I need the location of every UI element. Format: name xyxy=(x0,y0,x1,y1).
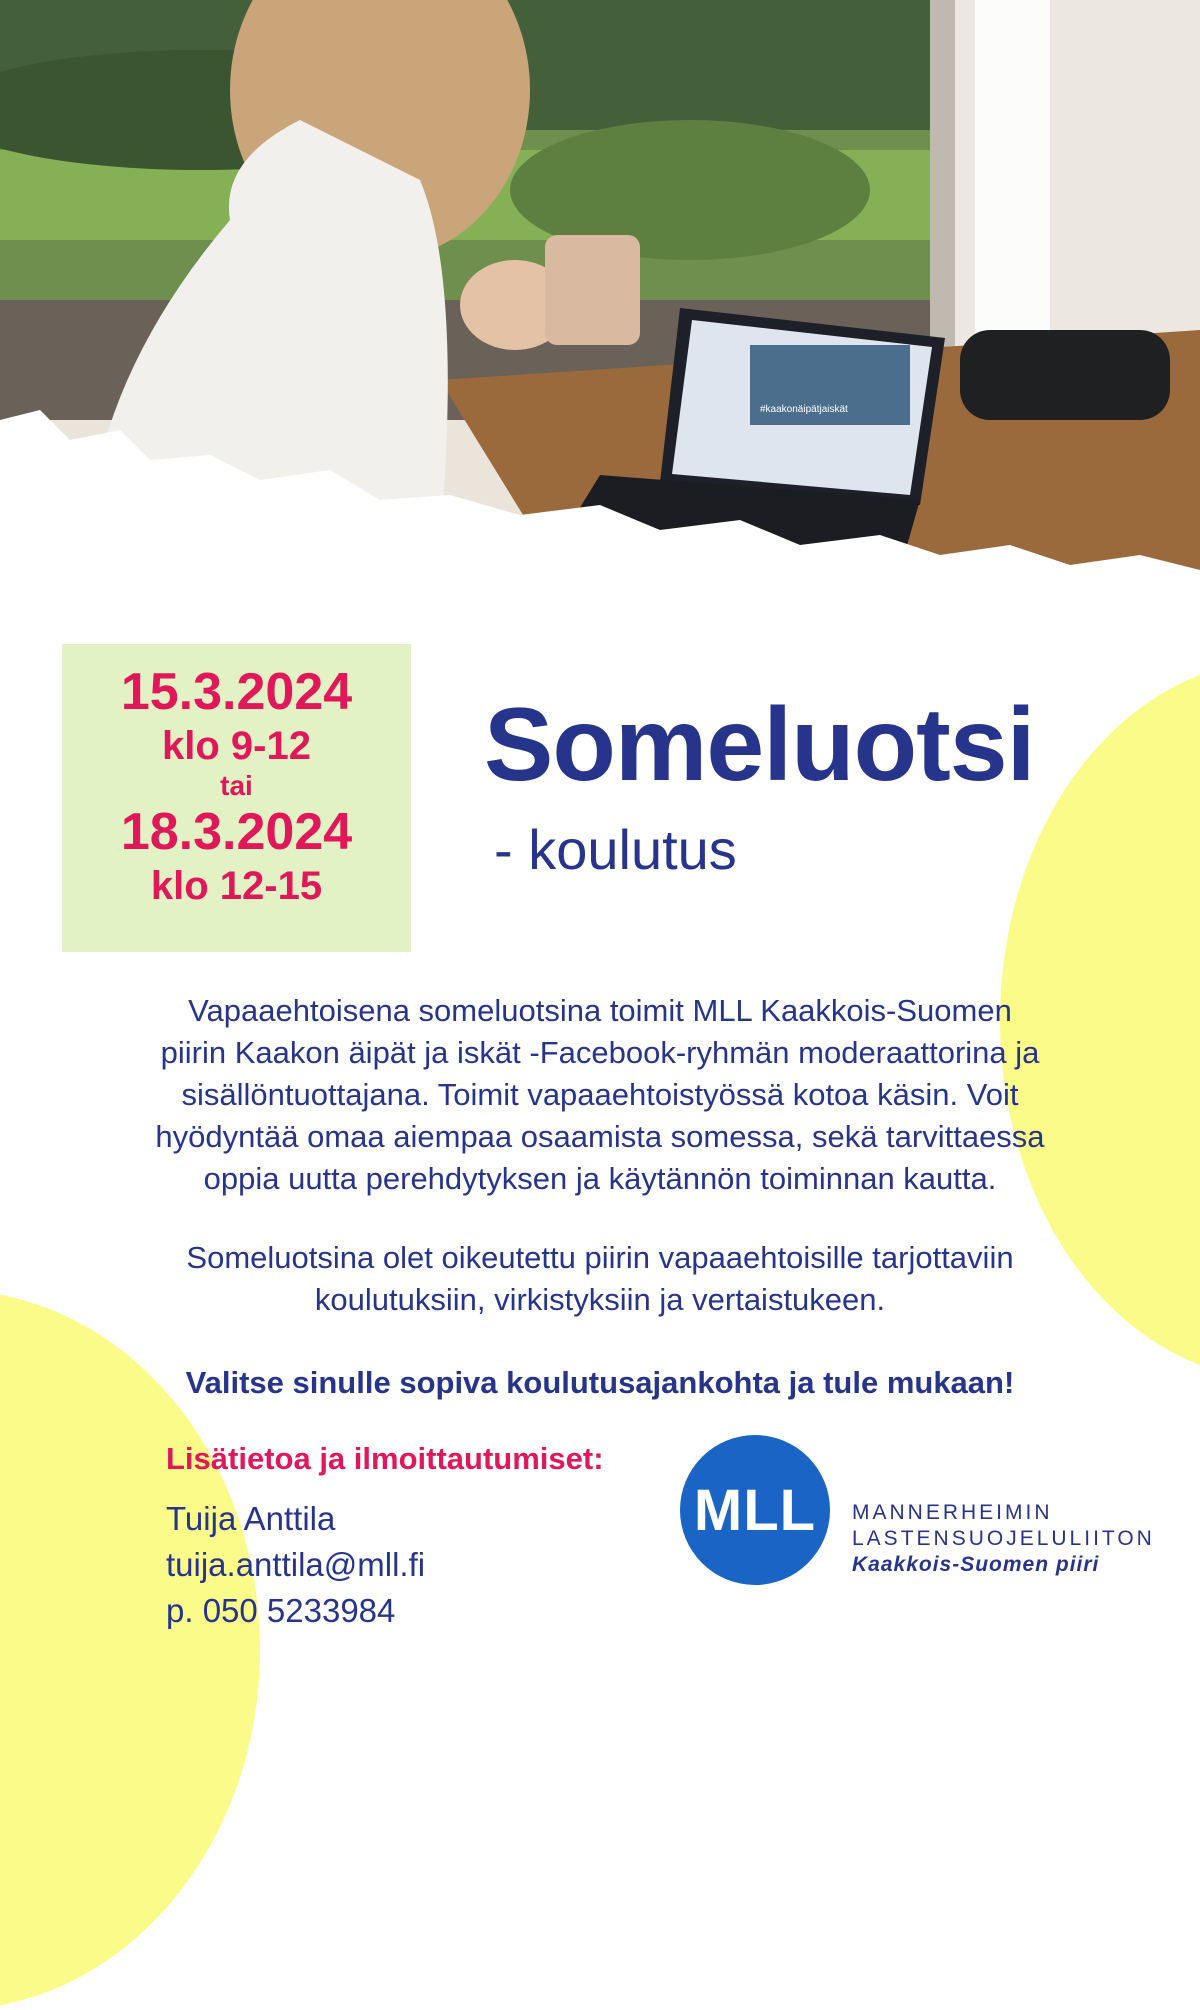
mll-logo-mark xyxy=(680,1435,830,1585)
contact-heading: Lisätietoa ja ilmoittautumiset: xyxy=(166,1441,604,1476)
time-2: klo 12-15 xyxy=(150,864,323,908)
mll-logo-text xyxy=(852,1500,1155,1578)
contact-email[interactable]: tuija.anttila@mll.fi xyxy=(166,1546,426,1583)
description-paragraph-2 xyxy=(60,1237,1140,1321)
or-label: tai xyxy=(220,770,253,801)
time-1: klo 9-12 xyxy=(162,724,311,768)
contact-info xyxy=(166,1496,425,1634)
date-2: 18.3.2024 xyxy=(120,803,353,861)
contact-name: Tuija Anttila xyxy=(166,1500,336,1537)
page-title: Someluotsi xyxy=(484,687,1035,803)
logo-line-2: LASTENSUOJELULIITON xyxy=(852,1527,1155,1550)
text-line: hyödyntää omaa aiempaa osaamista somessa, sekä tarvittaessa xyxy=(155,1119,1045,1154)
logo-line-1: MANNERHEIMIN xyxy=(852,1501,1053,1524)
laptop-screen-text: #kaakonäipätjaiskät xyxy=(760,404,848,415)
text-line: piirin Kaakon äipät ja iskät -Facebook-ryhmän moderaattorina ja xyxy=(160,1035,1040,1070)
text-line: oppia uutta perehdytyksen ja käytännön toiminnan kautta. xyxy=(203,1161,997,1196)
logo-mark-text: MLL xyxy=(693,1477,817,1543)
date-box xyxy=(62,644,411,952)
date-1: 15.3.2024 xyxy=(120,663,353,721)
text-line: koulutuksiin, virkistyksiin ja vertaistukeen. xyxy=(314,1282,886,1317)
description-paragraph-1 xyxy=(60,990,1140,1200)
text-line: sisällöntuottajana. Toimit vapaaehtoistyössä kotoa käsin. Voit xyxy=(181,1077,1019,1112)
page-subtitle: - koulutus xyxy=(494,818,737,881)
text-line: Someluotsina olet oikeutettu piirin vapaaehtoisille tarjottaviin xyxy=(186,1240,1014,1275)
contact-phone: p. 050 5233984 xyxy=(166,1592,396,1629)
logo-line-3: Kaakkois-Suomen piiri xyxy=(852,1553,1100,1576)
call-to-action: Valitse sinulle sopiva koulutusajankohta ja tule mukaan! xyxy=(185,1365,1015,1400)
hero-photo xyxy=(0,0,1200,640)
text-line: Vapaaehtoisena someluotsina toimit MLL Kaakkois-Suomen xyxy=(188,993,1012,1028)
